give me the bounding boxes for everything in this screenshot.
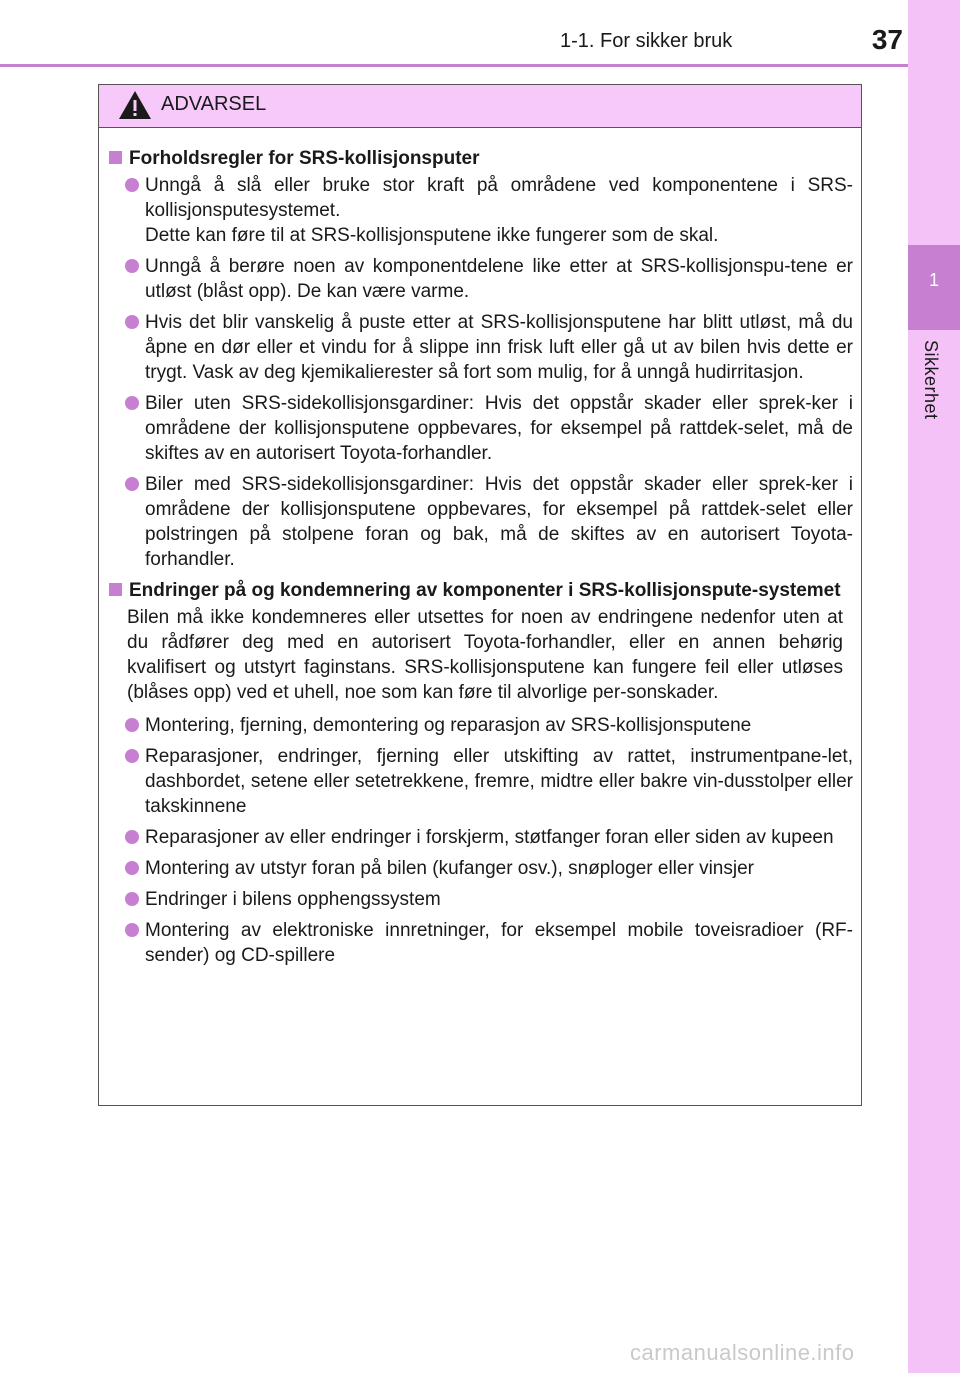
round-bullet-icon [125, 178, 139, 192]
section-heading: 1-1. For sikker bruk [560, 30, 733, 52]
watermark: carmanualsonline.info [630, 1340, 855, 1365]
round-bullet-icon [125, 718, 139, 732]
side-tab [908, 0, 960, 1373]
list-item: Reparasjoner, endringer, fjerning eller utskifting av rattet, instrumentpane-let, dashbordet, setene eller setetrekkene, fremre, midtre eller bakre vin-dusstolper eller takskinnene [107, 744, 853, 819]
side-tab-number: 1 [928, 270, 939, 290]
warning-triangle-icon [117, 89, 153, 121]
list-item: Unngå å slå eller bruke stor kraft på områdene ved komponentene i SRS-kollisjonsputesystemet. Dette kan føre til at SRS-kollisjonsputene ikke fungerer som de skal. [107, 173, 853, 248]
side-tab-label: Sikkerhet [921, 340, 941, 420]
round-bullet-icon [125, 892, 139, 906]
list-item: Unngå å berøre noen av komponentdelene like etter at SRS-kollisjonspu-tene er utløst (blåst opp). De kan være varme. [107, 254, 853, 304]
section-title: Forholdsregler for SRS-kollisjonsputer [107, 146, 853, 171]
list-item: Biler uten SRS-sidekollisjonsgardiner: Hvis det oppstår skader eller sprek-ker i områdene der kollisjonsputene oppbevares, for eksempel på rattdek-selet, må de skiftes av en autorisert Toyota-forhandler. [107, 391, 853, 466]
round-bullet-icon [125, 259, 139, 273]
list-item: Hvis det blir vanskelig å puste etter at SRS-kollisjonsputene har blitt utløst, må du åpne en dør eller et vindu for å slippe inn frisk luft eller gå ut av bilen hvis dette er trygt. Vask av deg kjemikalierester så fort som mulig, for å unngå hudirritasjon. [107, 310, 853, 385]
page-number: 37 [871, 24, 903, 55]
list-item: Montering, fjerning, demontering og reparasjon av SRS-kollisjonsputene [107, 713, 853, 738]
round-bullet-icon [125, 923, 139, 937]
square-bullet-icon [109, 151, 122, 164]
round-bullet-icon [125, 861, 139, 875]
section-title: Endringer på og kondemnering av komponenter i SRS-kollisjonspute-systemet [107, 578, 853, 603]
round-bullet-icon [125, 830, 139, 844]
list-item: Biler med SRS-sidekollisjonsgardiner: Hvis det oppstår skader eller sprek-ker i områdene der kollisjonsputene oppbevares, for eksempel på rattdek-selet eller polstringen på stolpene foran og bak, må de skiftes av en autorisert Toyota-forhandler. [107, 472, 853, 572]
warning-title: ADVARSEL [161, 93, 267, 115]
section-intro: Bilen må ikke kondemneres eller utsettes for noen av endringene nedenfor uten at du rådfører deg med en autorisert Toyota-forhandler, eller en annen behørig kvalifisert og utstyrt faginstans. SRS-kollisjonsputene kan fungere feil eller utløses (blåses opp) ved et uhell, noe som kan føre til alvorlige per-sonskader. [127, 607, 843, 703]
header-rule [0, 64, 908, 67]
warning-body [99, 128, 861, 968]
list-item: Montering av utstyr foran på bilen (kufanger osv.), snøploger eller vinsjer [107, 856, 853, 881]
square-bullet-icon [109, 583, 122, 596]
warning-box [98, 84, 862, 1106]
round-bullet-icon [125, 477, 139, 491]
list-item: Montering av elektroniske innretninger, for eksempel mobile toveisradioer (RF-sender) og CD-spillere [107, 918, 853, 968]
round-bullet-icon [125, 396, 139, 410]
round-bullet-icon [125, 315, 139, 329]
warning-header [99, 85, 861, 128]
round-bullet-icon [125, 749, 139, 763]
list-item: Reparasjoner av eller endringer i forskjerm, støtfanger foran eller siden av kupeen [107, 825, 853, 850]
list-item: Endringer i bilens opphengssystem [107, 887, 853, 912]
